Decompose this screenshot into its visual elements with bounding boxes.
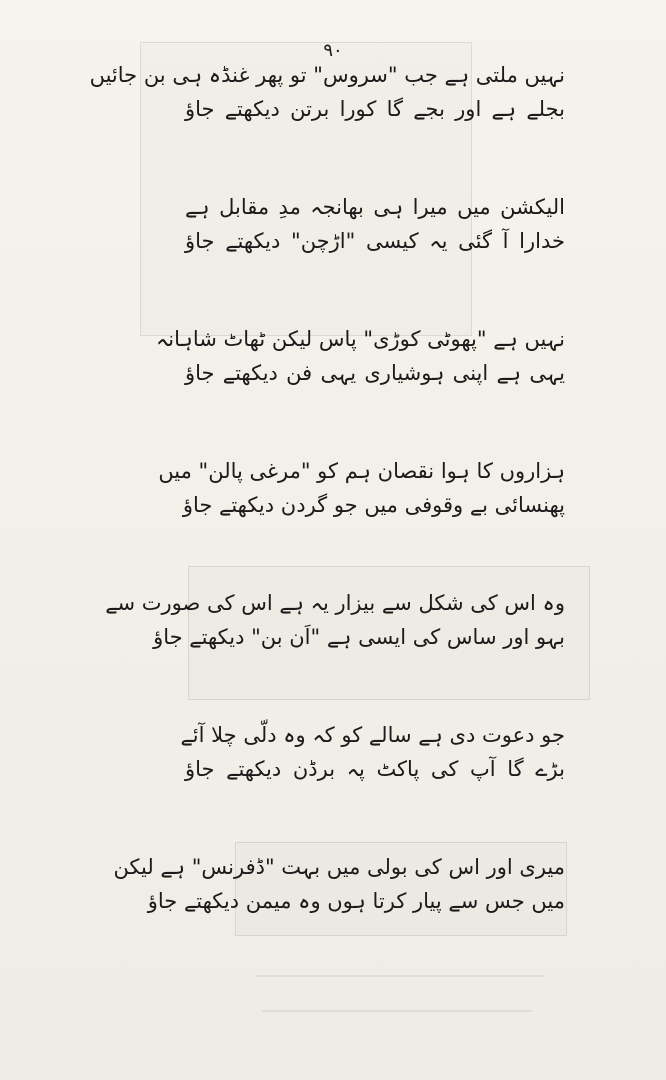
stanza-1: [89, 58, 565, 190]
verse-line: خدارا آ گئی یہ کیسی "اڑچن" دیکھتے جاؤ: [185, 229, 565, 253]
verse-line: نہیں ہے "پھوٹی کوڑی" پاس لیکن ٹھاٹ شاہانہ: [155, 327, 565, 351]
verse-line: میری اور اس کی بولی میں بہت "ڈفرنس" ہے لیکن: [113, 855, 565, 879]
show-through-text-line: [262, 1010, 532, 1012]
verse-line: نہیں ملتی ہے جب "سروس" تو پھر غنڈہ ہی بن جائیں: [89, 63, 565, 87]
stanza-7: [113, 850, 565, 982]
verse-line: میں جس سے پیار کرتا ہوں وہ میمن دیکھتے جاؤ: [147, 889, 565, 913]
verse-line: بڑے گا آپ کی پاکٹ پہ برڈن دیکھتے جاؤ: [185, 757, 565, 781]
verse-line: الیکشن میں میرا ہی بھانجہ مدِ مقابل ہے: [185, 195, 565, 219]
verse-line: یہی ہے اپنی ہوشیاری یہی فن دیکھتے جاؤ: [185, 361, 565, 385]
stanza-6: [180, 718, 565, 850]
verse-line: ہزاروں کا ہوا نقصان ہم کو "مرغی پالن" میں: [158, 459, 565, 483]
verse-line: پھنسائی بے وقوفی میں جو گردن دیکھتے جاؤ: [182, 493, 565, 517]
stanza-4: [158, 454, 565, 586]
verse-line: بجلے ہے اور بجے گا کورا برتن دیکھتے جاؤ: [185, 97, 565, 121]
page-number: ۹۰: [323, 40, 343, 61]
verse-line: بہو اور ساس کی ایسی ہے "اَن بن" دیکھتے جاؤ: [153, 625, 565, 649]
stanza-3: [155, 322, 565, 454]
verse-line: وہ اس کی شکل سے بیزار یہ ہے اس کی صورت سے: [105, 591, 565, 615]
poem: [89, 58, 565, 982]
stanza-5: [105, 586, 565, 718]
stanza-2: [185, 190, 565, 322]
verse-line: جو دعوت دی ہے سالے کو کہ وہ دلّی چلا آئے: [180, 723, 565, 747]
